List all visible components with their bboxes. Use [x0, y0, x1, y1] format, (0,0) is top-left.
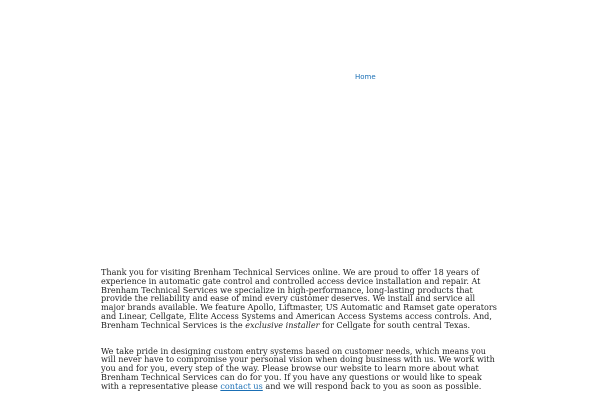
intro-paragraph	[101, 268, 501, 330]
contact-us-link[interactable]: contact us	[220, 380, 263, 391]
exclusive-installer-emphasis: exclusive installer	[245, 319, 320, 330]
intro-text-end: for Cellgate for south central Texas.	[319, 319, 471, 330]
intro-text: Thank you for visiting Brenham Technical Services online. We are proud to offer 18 years of experience in automatic gate control and controlled access device installation and repair. At Brenham Technical Services we specialize in high-performance, long-lasting products that provide the reliability and ease of mind every customer deserves. We install and service all major brands available. We feature Apollo, Liftmaster, US Automatic and Ramset gate operators and Linear, Cellgate, Elite Access Systems and American Access Systems access controls. And, Brenham Technical Services is the	[101, 267, 497, 330]
custom-systems-text-end: and we will respond back to you as soon as possible.	[262, 380, 482, 391]
main-content	[101, 268, 501, 391]
custom-systems-paragraph	[101, 347, 501, 391]
top-nav	[355, 73, 376, 82]
nav-link-home[interactable]: Home	[355, 73, 376, 81]
custom-systems-text: We take pride in designing custom entry systems based on customer needs, which means you will never have to compromise your personal vision when doing business with us. We work with you and for you, every step of the way. Please browse our website to learn more about what Brenham Technical Services can do for you. If you have any questions or would like to speak with a representative please	[101, 345, 495, 391]
